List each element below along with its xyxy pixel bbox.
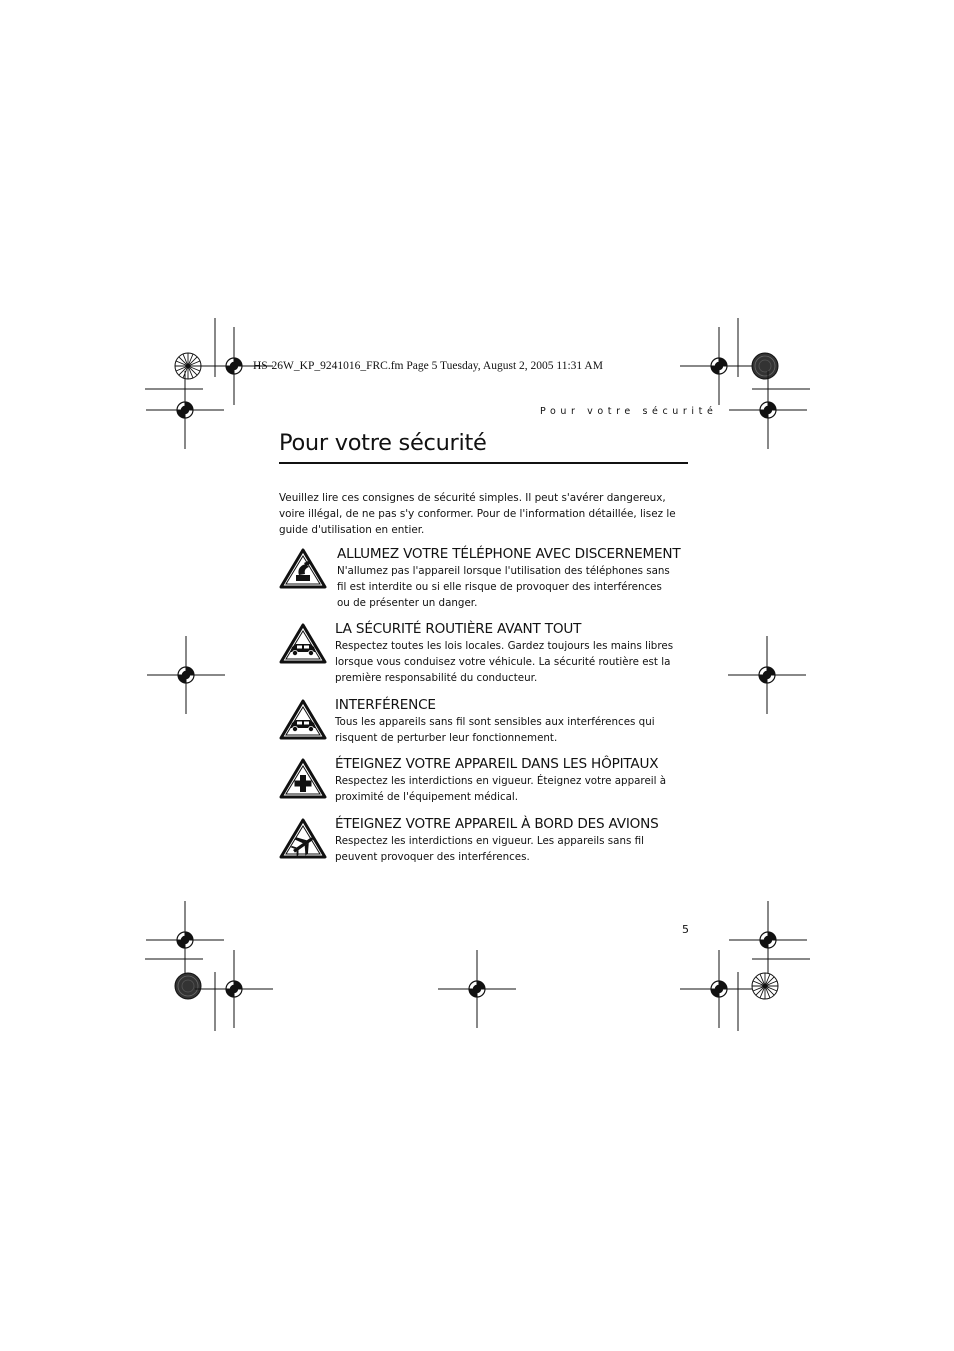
safety-section-road [279,620,699,690]
safety-section-aircraft [279,815,699,869]
section-body: Tous les appareils sans fil sont sensibles aux interférences qui risquent de perturber leur fonctionnement. [335,716,655,744]
airplane-warning-icon [279,817,327,861]
section-heading: ÉTEIGNEZ VOTRE APPAREIL DANS LES HÔPITAUX [335,756,659,772]
title-rule [279,462,688,464]
section-heading: ÉTEIGNEZ VOTRE APPAREIL À BORD DES AVIONS [335,816,659,832]
section-body: Respectez les interdictions en vigueur. Les appareils sans fil peuvent provoquer des interférences. [335,835,644,863]
safety-section-interference [279,696,699,750]
section-body: Respectez les interdictions en vigueur. Éteignez votre appareil à proximité de l'équipement médical. [335,775,667,803]
print-info-line: HS-26W_KP_9241016_FRC.fm Page 5 Tuesday, August 2, 2005 11:31 AM [253,360,603,372]
interference-warning-icon [279,698,327,742]
page-number: 5 [682,923,689,936]
section-heading: LA SÉCURITÉ ROUTIÈRE AVANT TOUT [335,621,582,637]
section-heading: INTERFÉRENCE [335,697,436,713]
section-body: Respectez toutes les lois locales. Gardez toujours les mains libres lorsque vous conduisez votre véhicule. La sécurité routière est la première responsabilité du conducteur. [335,640,674,684]
section-heading: ALLUMEZ VOTRE TÉLÉPHONE AVEC DISCERNEMENT [337,546,681,562]
section-body: N'allumez pas l'appareil lorsque l'utilisation des téléphones sans fil est interdite ou si elle risque de provoquer des interférences ou de présenter un danger. [337,565,670,609]
page-title: Pour votre sécurité [279,430,487,456]
hand-on-phone-warning-icon [279,547,327,591]
safety-section-switch-on [279,545,699,615]
hospital-cross-warning-icon [279,757,327,801]
intro-paragraph: Veuillez lire ces consignes de sécurité simples. Il peut s'avérer dangereux, voire illégal, de ne pas s'y conformer. Pour de l'information détaillée, lisez le guide d'utilisation en entier. [279,492,676,536]
safety-section-hospitals [279,755,699,809]
running-header: Pour votre sécurité [540,406,718,417]
car-warning-icon [279,622,327,666]
